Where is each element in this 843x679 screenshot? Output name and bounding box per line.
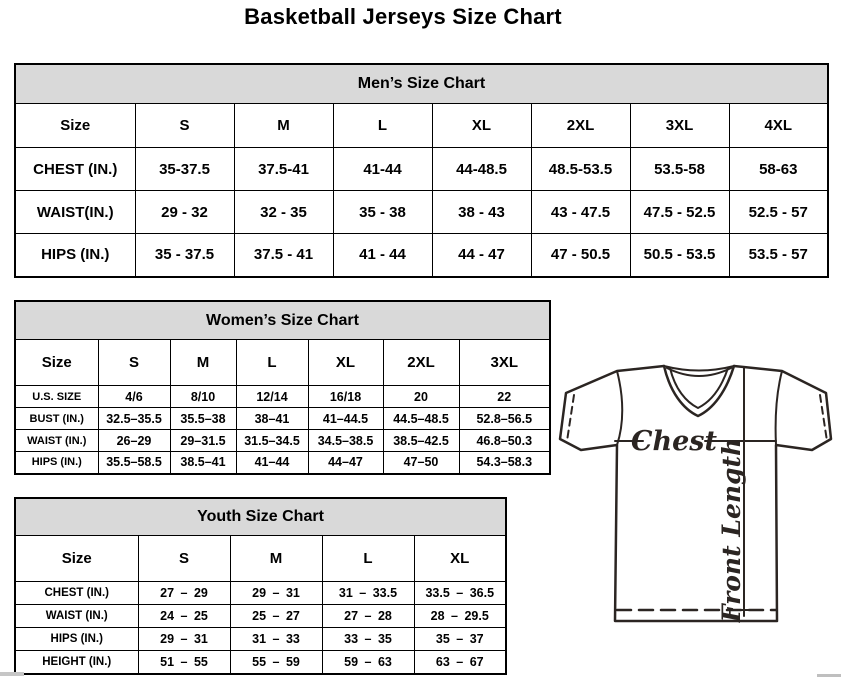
size-cell: 44.5–48.5 xyxy=(383,408,459,430)
womens-bust-row xyxy=(15,408,550,430)
size-cell: 63 – 67 xyxy=(414,651,506,674)
horizontal-scrollbar-right-fragment[interactable] xyxy=(817,674,841,677)
size-cell: 54.3–58.3 xyxy=(459,452,550,474)
youth-col-header: Size xyxy=(15,536,138,582)
size-cell: 29 – 31 xyxy=(138,628,230,651)
row-label: WAIST(IN.) xyxy=(15,191,135,234)
size-cell: 38.5–41 xyxy=(170,452,236,474)
size-cell: 44 - 47 xyxy=(432,234,531,277)
size-cell: 43 - 47.5 xyxy=(531,191,630,234)
womens-size-table xyxy=(14,300,551,475)
size-cell: 38.5–42.5 xyxy=(383,430,459,452)
size-cell: 35 - 37.5 xyxy=(135,234,234,277)
size-cell: 22 xyxy=(459,386,550,408)
mens-header-row xyxy=(15,104,828,148)
youth-table-title: Youth Size Chart xyxy=(15,498,506,536)
row-label: HIPS (IN.) xyxy=(15,234,135,277)
womens-ussize-row xyxy=(15,386,550,408)
size-cell: 35.5–58.5 xyxy=(98,452,170,474)
size-cell: 41–44.5 xyxy=(308,408,383,430)
size-cell: 31.5–34.5 xyxy=(236,430,308,452)
size-cell: 52.5 - 57 xyxy=(729,191,828,234)
womens-col-header: S xyxy=(98,340,170,386)
youth-size-table xyxy=(14,497,507,675)
size-cell: 53.5-58 xyxy=(630,148,729,191)
size-cell: 16/18 xyxy=(308,386,383,408)
size-cell: 48.5-53.5 xyxy=(531,148,630,191)
jersey-measurement-diagram xyxy=(556,358,838,630)
youth-col-header: XL xyxy=(414,536,506,582)
youth-col-header: L xyxy=(322,536,414,582)
womens-col-header: M xyxy=(170,340,236,386)
womens-table-title-row xyxy=(15,301,550,340)
size-cell: 35.5–38 xyxy=(170,408,236,430)
youth-chest-row xyxy=(15,582,506,605)
page-title: Basketball Jerseys Size Chart xyxy=(244,4,562,29)
size-cell: 52.8–56.5 xyxy=(459,408,550,430)
size-cell: 38 - 43 xyxy=(432,191,531,234)
horizontal-scrollbar-left-fragment[interactable] xyxy=(0,672,24,676)
mens-col-header: XL xyxy=(432,104,531,148)
womens-col-header: Size xyxy=(15,340,98,386)
size-cell: 24 – 25 xyxy=(138,605,230,628)
size-cell: 27 – 29 xyxy=(138,582,230,605)
youth-table-title-row xyxy=(15,498,506,536)
size-cell: 27 – 28 xyxy=(322,605,414,628)
size-cell: 25 – 27 xyxy=(230,605,322,628)
youth-hips-row xyxy=(15,628,506,651)
mens-col-header: M xyxy=(234,104,333,148)
size-cell: 29–31.5 xyxy=(170,430,236,452)
row-label: CHEST (IN.) xyxy=(15,582,138,605)
size-cell: 47.5 - 52.5 xyxy=(630,191,729,234)
size-cell: 46.8–50.3 xyxy=(459,430,550,452)
size-cell: 26–29 xyxy=(98,430,170,452)
size-cell: 29 - 32 xyxy=(135,191,234,234)
womens-col-header: 3XL xyxy=(459,340,550,386)
jersey-right-armhole-seam xyxy=(776,371,782,445)
size-cell: 32.5–35.5 xyxy=(98,408,170,430)
size-cell: 34.5–38.5 xyxy=(308,430,383,452)
size-cell: 29 – 31 xyxy=(230,582,322,605)
row-label: CHEST (IN.) xyxy=(15,148,135,191)
mens-col-header: S xyxy=(135,104,234,148)
size-cell: 12/14 xyxy=(236,386,308,408)
youth-height-row xyxy=(15,651,506,674)
size-cell: 31 – 33.5 xyxy=(322,582,414,605)
size-cell: 38–41 xyxy=(236,408,308,430)
mens-size-table xyxy=(14,63,829,278)
size-cell: 37.5 - 41 xyxy=(234,234,333,277)
row-label: WAIST (IN.) xyxy=(15,430,98,452)
size-cell: 35-37.5 xyxy=(135,148,234,191)
row-label: HEIGHT (IN.) xyxy=(15,651,138,674)
size-cell: 47–50 xyxy=(383,452,459,474)
youth-header-row xyxy=(15,536,506,582)
row-label: WAIST (IN.) xyxy=(15,605,138,628)
row-label: HIPS (IN.) xyxy=(15,628,138,651)
size-cell: 31 – 33 xyxy=(230,628,322,651)
size-cell: 55 – 59 xyxy=(230,651,322,674)
size-cell: 41-44 xyxy=(333,148,432,191)
womens-col-header: XL xyxy=(308,340,383,386)
mens-col-header: 3XL xyxy=(630,104,729,148)
jersey-collar-inner-v xyxy=(670,368,728,408)
size-cell: 41 - 44 xyxy=(333,234,432,277)
mens-waist-row xyxy=(15,191,828,234)
size-cell: 37.5-41 xyxy=(234,148,333,191)
size-cell: 20 xyxy=(383,386,459,408)
size-cell: 32 - 35 xyxy=(234,191,333,234)
size-cell: 28 – 29.5 xyxy=(414,605,506,628)
mens-table-title-row xyxy=(15,64,828,104)
youth-col-header: S xyxy=(138,536,230,582)
size-cell: 8/10 xyxy=(170,386,236,408)
size-cell: 44–47 xyxy=(308,452,383,474)
womens-waist-row xyxy=(15,430,550,452)
jersey-left-armhole-seam xyxy=(617,371,622,445)
size-cell: 50.5 - 53.5 xyxy=(630,234,729,277)
size-cell: 59 – 63 xyxy=(322,651,414,674)
size-cell: 47 - 50.5 xyxy=(531,234,630,277)
size-cell: 41–44 xyxy=(236,452,308,474)
mens-hips-row xyxy=(15,234,828,277)
mens-col-header: Size xyxy=(15,104,135,148)
size-cell: 33 – 35 xyxy=(322,628,414,651)
size-cell: 53.5 - 57 xyxy=(729,234,828,277)
size-cell: 35 – 37 xyxy=(414,628,506,651)
size-cell: 51 – 55 xyxy=(138,651,230,674)
size-cell: 4/6 xyxy=(98,386,170,408)
jersey-collar-back-arc-1 xyxy=(664,366,734,371)
row-label: HIPS (IN.) xyxy=(15,452,98,474)
mens-table-title: Men’s Size Chart xyxy=(15,64,828,104)
womens-table-title: Women’s Size Chart xyxy=(15,301,550,340)
size-cell: 35 - 38 xyxy=(333,191,432,234)
row-label: BUST (IN.) xyxy=(15,408,98,430)
youth-waist-row xyxy=(15,605,506,628)
chest-label: Chest xyxy=(631,426,717,457)
front-length-label: Front Length xyxy=(717,437,746,623)
size-cell: 44-48.5 xyxy=(432,148,531,191)
womens-hips-row xyxy=(15,452,550,474)
jersey-outline xyxy=(560,366,831,621)
mens-chest-row xyxy=(15,148,828,191)
jersey-left-cuff-dashed-line xyxy=(567,395,574,441)
womens-col-header: L xyxy=(236,340,308,386)
mens-col-header: L xyxy=(333,104,432,148)
row-label: U.S. SIZE xyxy=(15,386,98,408)
mens-col-header: 4XL xyxy=(729,104,828,148)
size-cell: 33.5 – 36.5 xyxy=(414,582,506,605)
size-cell: 58-63 xyxy=(729,148,828,191)
womens-header-row xyxy=(15,340,550,386)
mens-col-header: 2XL xyxy=(531,104,630,148)
womens-col-header: 2XL xyxy=(383,340,459,386)
youth-col-header: M xyxy=(230,536,322,582)
